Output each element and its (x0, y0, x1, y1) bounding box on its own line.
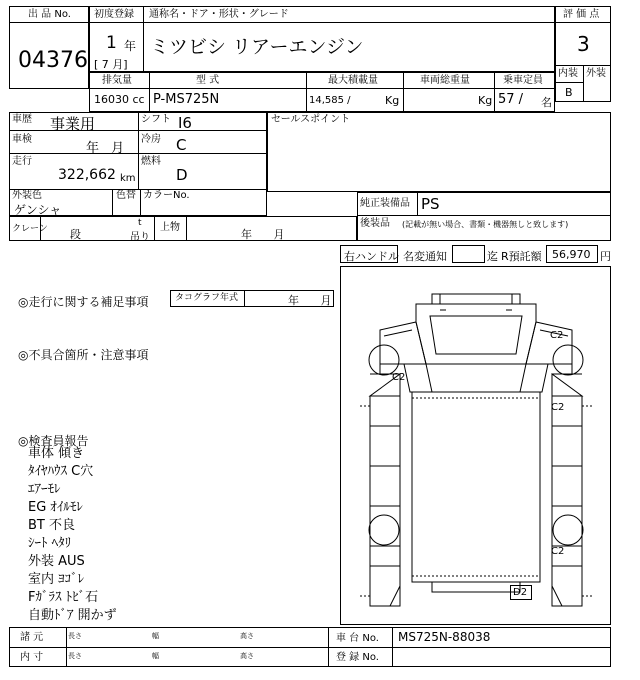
width-label: 幅 (152, 632, 159, 640)
inner-height-label: 高さ (240, 652, 254, 660)
inspector-line: ｴｱｰﾓﾚ (28, 482, 61, 497)
rear-bumper (432, 582, 520, 592)
recycle: 56,970 (552, 248, 591, 261)
reg-label: 登 録 No. (336, 652, 379, 663)
inspector-line: 車体 傾き (28, 446, 85, 461)
crane-lift: 吊り (130, 232, 150, 243)
vehicle-name: ミツビシ リアーエンジン (150, 36, 364, 58)
mark-c2-front-right: C2 (550, 330, 564, 341)
spec-label: 諸 元 (20, 632, 44, 643)
length-label: 長さ (68, 632, 82, 640)
deadline: 迄 (487, 250, 498, 263)
windshield (416, 304, 536, 364)
interior-grade: B (565, 86, 573, 99)
right-side (552, 396, 582, 606)
inspector-line: Fｶﾞﾗｽ ﾄﾋﾞ石 (28, 590, 99, 605)
bus-outline (340, 266, 611, 625)
max-load: 14,585 / (309, 95, 351, 106)
lot-number: 04376 (18, 48, 88, 73)
mark-d2-rear: D2 (513, 587, 528, 598)
interior-label: 内装 (558, 68, 578, 79)
crane-t: t (138, 218, 142, 228)
history: 事業用 (50, 115, 96, 133)
max-load-unit: Kg (385, 94, 400, 107)
inspection-label: 車検 (12, 134, 32, 145)
color-label: 外装色 (12, 190, 42, 201)
mark-c2-rear-right: C2 (551, 546, 565, 557)
inner-label: 内 寸 (20, 652, 44, 663)
inspector-line: ｼｰﾄ ﾍﾀﾘ (28, 536, 72, 551)
exterior-label: 外装 (586, 68, 606, 79)
front-bumper (432, 294, 520, 304)
inner-length-label: 長さ (68, 652, 82, 660)
aftermarket-label: 後装品 (360, 218, 390, 229)
model: P-MS725N (153, 92, 220, 107)
color-no-label: カラーNo. (143, 190, 190, 201)
tachograph-label: タコグラフ年式 (175, 293, 239, 303)
lot-label: 出 品 No. (28, 9, 71, 20)
inspector-line: 外装 AUS (28, 554, 85, 569)
color: ゲンシャ (14, 203, 62, 217)
score: 3 (577, 32, 590, 56)
front-left-wheel (369, 345, 399, 375)
handle: 右ハンドル (344, 250, 399, 263)
ac: C (176, 136, 187, 154)
mileage-label: 走行 (12, 156, 32, 167)
recycle-label: R預託額 (501, 250, 542, 263)
first-reg-month: [ 7 月] (94, 58, 128, 71)
upper-label: 上物 (160, 222, 180, 233)
equipment: PS (421, 195, 440, 213)
front-glass (430, 316, 522, 354)
inspector-line: EG ｵｲﾙﾓﾚ (28, 500, 83, 515)
capacity-label: 乗車定員 (503, 75, 543, 86)
rear-left-wheel (369, 515, 399, 545)
sales-point-label: セールスポイント (271, 114, 351, 125)
gvw-label: 車両総重量 (420, 75, 470, 86)
ac-label: 冷房 (141, 134, 161, 145)
capacity: 57 / (498, 92, 524, 107)
first-reg-year: 1 (106, 33, 117, 53)
roof (412, 392, 540, 582)
name-change: 名変通知 (403, 250, 447, 263)
defects-title: ◎不具合箇所・注意事項 (18, 348, 149, 362)
left-side (370, 396, 400, 606)
shift-label: シフト (141, 114, 171, 125)
tachograph-value: 年 月 (288, 294, 332, 307)
crane-value: 段 (70, 228, 81, 241)
color-change-label: 色替 (116, 190, 136, 201)
first-reg-label: 初度登録 (94, 9, 134, 20)
chassis-number: MS725N-88038 (398, 630, 491, 644)
mark-c2-right-side: C2 (551, 402, 565, 413)
displacement: 16030 cc (94, 93, 145, 106)
shift: I6 (178, 114, 192, 132)
inspection: 年 月 (86, 141, 125, 156)
rear-right-wheel (553, 515, 583, 545)
front-right-wheel (553, 345, 583, 375)
inspector-line: 自動ﾄﾞｱ 開かず (28, 608, 117, 623)
crane-box (9, 216, 357, 241)
aftermarket-note: (記載が無い場合、書類・機器無しと致します) (402, 220, 569, 229)
inspector-line: 室内 ﾖｺﾞﾚ (28, 572, 85, 587)
chassis-label: 車 台 No. (336, 633, 379, 644)
mileage-unit: km (120, 173, 136, 184)
gvw-unit: Kg (478, 94, 493, 107)
score-label: 評 価 点 (563, 9, 600, 20)
fuel: D (176, 166, 188, 184)
model-label: 型 式 (196, 75, 220, 86)
name-change-box (452, 245, 485, 263)
capacity-unit: 名 (541, 96, 552, 109)
inspector-title: ◎検査員報告 (18, 434, 89, 448)
equipment-label: 純正装備品 (360, 198, 410, 209)
inner-width-label: 幅 (152, 652, 159, 660)
name-label: 通称名・ドア・形状・グレード (149, 9, 289, 20)
inspector-line: ﾀｲﾔﾊｳｽ C穴 (28, 464, 94, 479)
height-label: 高さ (240, 632, 254, 640)
fuel-label: 燃料 (141, 156, 161, 167)
year-unit: 年 (124, 39, 137, 53)
history-label: 車歴 (12, 114, 32, 125)
yen: 円 (600, 250, 611, 263)
displacement-label: 排気量 (102, 75, 132, 86)
mileage: 322,662 (58, 167, 116, 183)
upper-value: 年 月 (241, 228, 285, 241)
mark-c2-front-left: C2 (392, 372, 406, 383)
max-load-label: 最大積載量 (328, 75, 378, 86)
crane-label: クレーン (12, 224, 48, 234)
driving-title: ◎走行に関する補足事項 (18, 295, 149, 309)
inspector-line: BT 不良 (28, 518, 75, 533)
